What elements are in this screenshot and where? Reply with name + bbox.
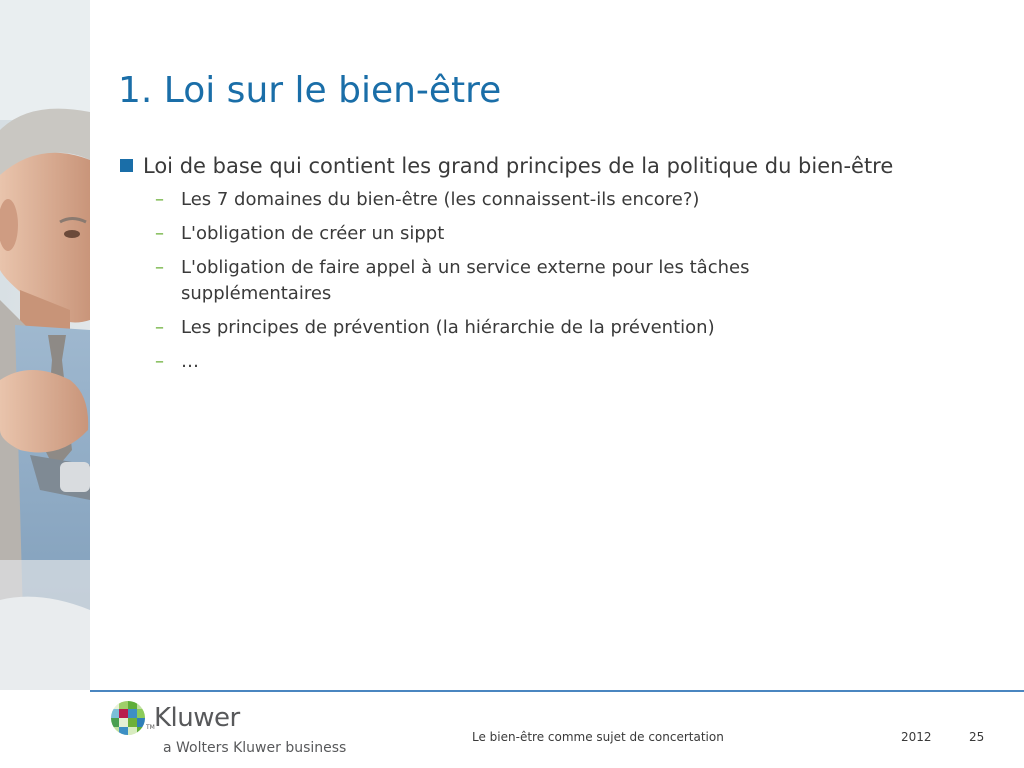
dash-bullet-icon: – xyxy=(155,351,164,372)
sub-bullet xyxy=(118,315,831,341)
slide-title: 1. Loi sur le bien-être xyxy=(118,70,502,111)
footer-divider xyxy=(90,690,1024,692)
logo-trademark: TM xyxy=(146,724,155,731)
sub-bullet xyxy=(118,187,831,213)
sub-bullet-text: … xyxy=(181,351,199,372)
sub-bullet-list xyxy=(118,187,1008,375)
sub-bullet-text: L'obligation de faire appel à un service externe pour les tâches supplémentaires xyxy=(181,257,750,304)
dash-bullet-icon: – xyxy=(155,189,164,210)
page-number: 25 xyxy=(969,730,985,744)
logo-wordmark: Kluwer xyxy=(154,703,240,733)
slide-content xyxy=(118,151,1008,375)
kluwer-logo xyxy=(108,700,368,760)
dash-bullet-icon: – xyxy=(155,223,164,244)
square-bullet-icon xyxy=(120,159,133,172)
main-bullet xyxy=(118,151,1008,181)
sub-bullet xyxy=(118,349,831,375)
logo-tagline: a Wolters Kluwer business xyxy=(163,740,347,756)
main-bullet-text: Loi de base qui contient les grand principes de la politique du bien-être xyxy=(143,154,894,178)
dash-bullet-icon: – xyxy=(155,257,164,278)
dash-bullet-icon: – xyxy=(155,317,164,338)
sub-bullet xyxy=(118,255,831,307)
kluwer-grid-logo-icon xyxy=(110,700,146,736)
footer-presentation-title: Le bien-être comme sujet de concertation xyxy=(472,730,724,744)
sub-bullet-text: Les 7 domaines du bien-être (les connaissent-ils encore?) xyxy=(181,189,700,210)
sub-bullet-text: Les principes de prévention (la hiérarchie de la prévention) xyxy=(181,317,715,338)
sub-bullet-text: L'obligation de créer un sippt xyxy=(181,223,445,244)
footer-year: 2012 xyxy=(901,730,932,744)
sub-bullet xyxy=(118,221,831,247)
businessman-photo xyxy=(0,0,90,690)
